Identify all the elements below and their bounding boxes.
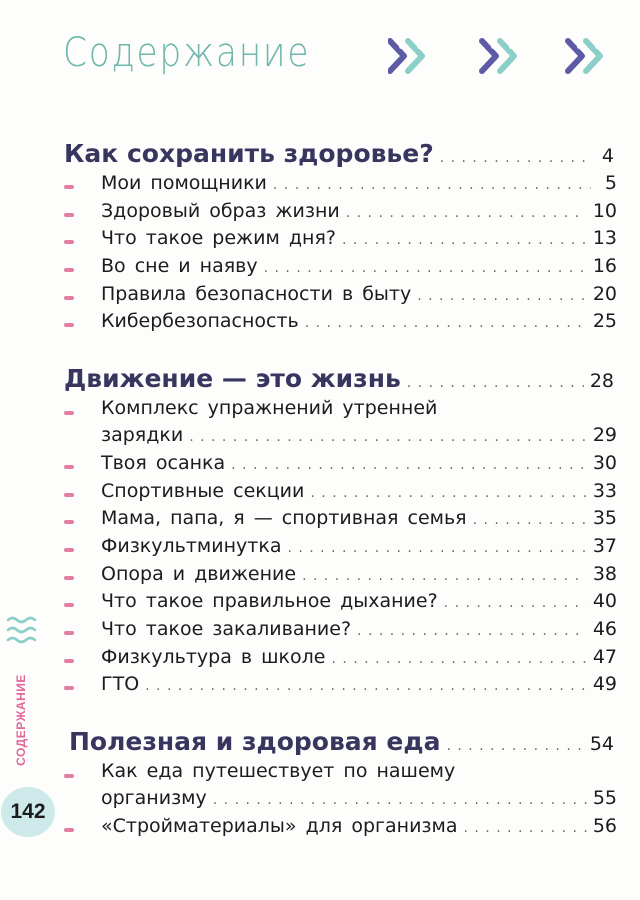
- toc-item[interactable]: [101, 283, 617, 305]
- dot-leader: [213, 792, 587, 808]
- bullet-icon: [64, 828, 74, 832]
- bullet-icon: [64, 631, 74, 635]
- item-label: Опора и движение: [101, 563, 297, 585]
- dot-leader: [305, 315, 587, 331]
- toc-item[interactable]: [101, 787, 617, 809]
- item-label: Что такое закаливание?: [101, 618, 352, 640]
- item-page-number: 49: [592, 673, 617, 695]
- bullet-icon: [64, 493, 74, 497]
- dot-leader: [346, 205, 587, 221]
- dot-leader: [407, 375, 584, 391]
- dot-leader: [464, 820, 587, 836]
- item-label: Спортивные секции: [101, 480, 305, 502]
- dot-leader: [145, 678, 587, 694]
- section-page-number: 54: [589, 733, 614, 755]
- item-label: Твоя осанка: [101, 452, 226, 474]
- item-label: Что такое правильное дыхание?: [101, 590, 438, 612]
- item-page-number: 47: [592, 646, 617, 668]
- page-title: Содержание: [63, 30, 311, 76]
- toc-item[interactable]: [101, 507, 617, 529]
- item-page-number: 20: [592, 283, 617, 305]
- bullet-icon: [64, 774, 74, 778]
- dot-leader: [302, 568, 587, 584]
- bullet-icon: [64, 296, 74, 300]
- item-page-number: 38: [592, 563, 617, 585]
- dot-leader: [473, 512, 587, 528]
- bullet-icon: [64, 603, 74, 607]
- dot-leader: [342, 232, 587, 248]
- item-label[interactable]: Комплекс упражнений утренней: [101, 397, 438, 419]
- toc-section[interactable]: [64, 364, 614, 393]
- bullet-icon: [64, 465, 74, 469]
- dot-leader: [231, 457, 587, 473]
- bullet-icon: [64, 659, 74, 663]
- item-label: Кибербезопасность: [101, 310, 299, 332]
- item-label: «Стройматериалы» для организма: [101, 815, 458, 837]
- item-page-number: 25: [592, 310, 617, 332]
- dot-leader: [189, 429, 587, 445]
- item-label: Во сне и наяву: [101, 255, 258, 277]
- item-label-continuation: зарядки: [101, 424, 184, 446]
- item-label: Мама, папа, я — спортивная семья: [101, 507, 467, 529]
- dot-leader: [273, 177, 591, 193]
- item-page-number: 56: [592, 815, 617, 837]
- toc-item[interactable]: [101, 424, 617, 446]
- section-title: Полезная и здоровая еда: [69, 727, 441, 756]
- item-page-number: 10: [592, 200, 617, 222]
- item-label: Физкультминутка: [101, 535, 282, 557]
- toc-item[interactable]: [101, 480, 617, 502]
- section-title: Движение — это жизнь: [64, 364, 401, 393]
- toc-section[interactable]: [64, 139, 614, 168]
- page-number-badge: 142: [1, 787, 55, 837]
- toc-item[interactable]: [101, 646, 617, 668]
- item-label: Что такое режим дня?: [101, 227, 336, 249]
- dot-leader: [417, 288, 587, 304]
- bullet-icon: [64, 548, 74, 552]
- toc-item[interactable]: [101, 310, 617, 332]
- toc-section[interactable]: [69, 727, 614, 756]
- item-page-number: 55: [592, 787, 617, 809]
- toc-item[interactable]: [101, 618, 617, 640]
- bullet-icon: [64, 520, 74, 524]
- dot-leader: [446, 738, 583, 754]
- dot-leader: [444, 595, 587, 611]
- item-label: ГТО: [101, 673, 140, 695]
- item-page-number: 40: [592, 590, 617, 612]
- bullet-icon: [64, 576, 74, 580]
- item-page-number: 46: [592, 618, 617, 640]
- toc-item[interactable]: [101, 673, 617, 695]
- dot-leader: [357, 623, 587, 639]
- toc-item[interactable]: [101, 227, 617, 249]
- bullet-icon: [64, 185, 74, 189]
- item-page-number: 35: [592, 507, 617, 529]
- dot-leader: [287, 540, 586, 556]
- item-page-number: 29: [592, 424, 617, 446]
- item-label: Здоровый образ жизни: [101, 200, 340, 222]
- item-page-number: 13: [592, 227, 617, 249]
- dot-leader: [331, 651, 586, 667]
- side-label-text: СОДЕРЖАНИЕ: [14, 673, 28, 766]
- item-label-continuation: организму: [101, 787, 207, 809]
- toc-item[interactable]: [101, 255, 617, 277]
- item-label: Правила безопасности в быту: [101, 283, 412, 305]
- section-page-number: 4: [601, 145, 614, 167]
- item-page-number: 33: [592, 480, 617, 502]
- section-page-number: 28: [589, 370, 614, 392]
- toc-item[interactable]: [101, 535, 617, 557]
- toc-item[interactable]: [101, 172, 617, 194]
- bullet-icon: [64, 213, 74, 217]
- item-page-number: 37: [592, 535, 617, 557]
- item-label[interactable]: Как еда путешествует по нашему: [101, 760, 456, 782]
- toc-item[interactable]: [101, 452, 617, 474]
- bullet-icon: [64, 411, 74, 415]
- item-page-number: 5: [604, 172, 617, 194]
- bullet-icon: [64, 240, 74, 244]
- dot-leader: [310, 485, 586, 501]
- toc-item[interactable]: [101, 200, 617, 222]
- waves-icon: [6, 614, 36, 648]
- toc-item[interactable]: [101, 563, 617, 585]
- item-page-number: 30: [592, 452, 617, 474]
- dot-leader: [264, 260, 587, 276]
- dot-leader: [440, 150, 588, 166]
- toc-item[interactable]: [101, 815, 617, 837]
- section-title: Как сохранить здоровье?: [64, 139, 434, 168]
- item-label: Мои помощники: [101, 172, 267, 194]
- item-label: Физкультура в школе: [101, 646, 326, 668]
- toc-item[interactable]: [101, 590, 617, 612]
- bullet-icon: [64, 323, 74, 327]
- item-page-number: 16: [592, 255, 617, 277]
- side-section-label: [11, 672, 31, 767]
- bullet-icon: [64, 686, 74, 690]
- bullet-icon: [64, 268, 74, 272]
